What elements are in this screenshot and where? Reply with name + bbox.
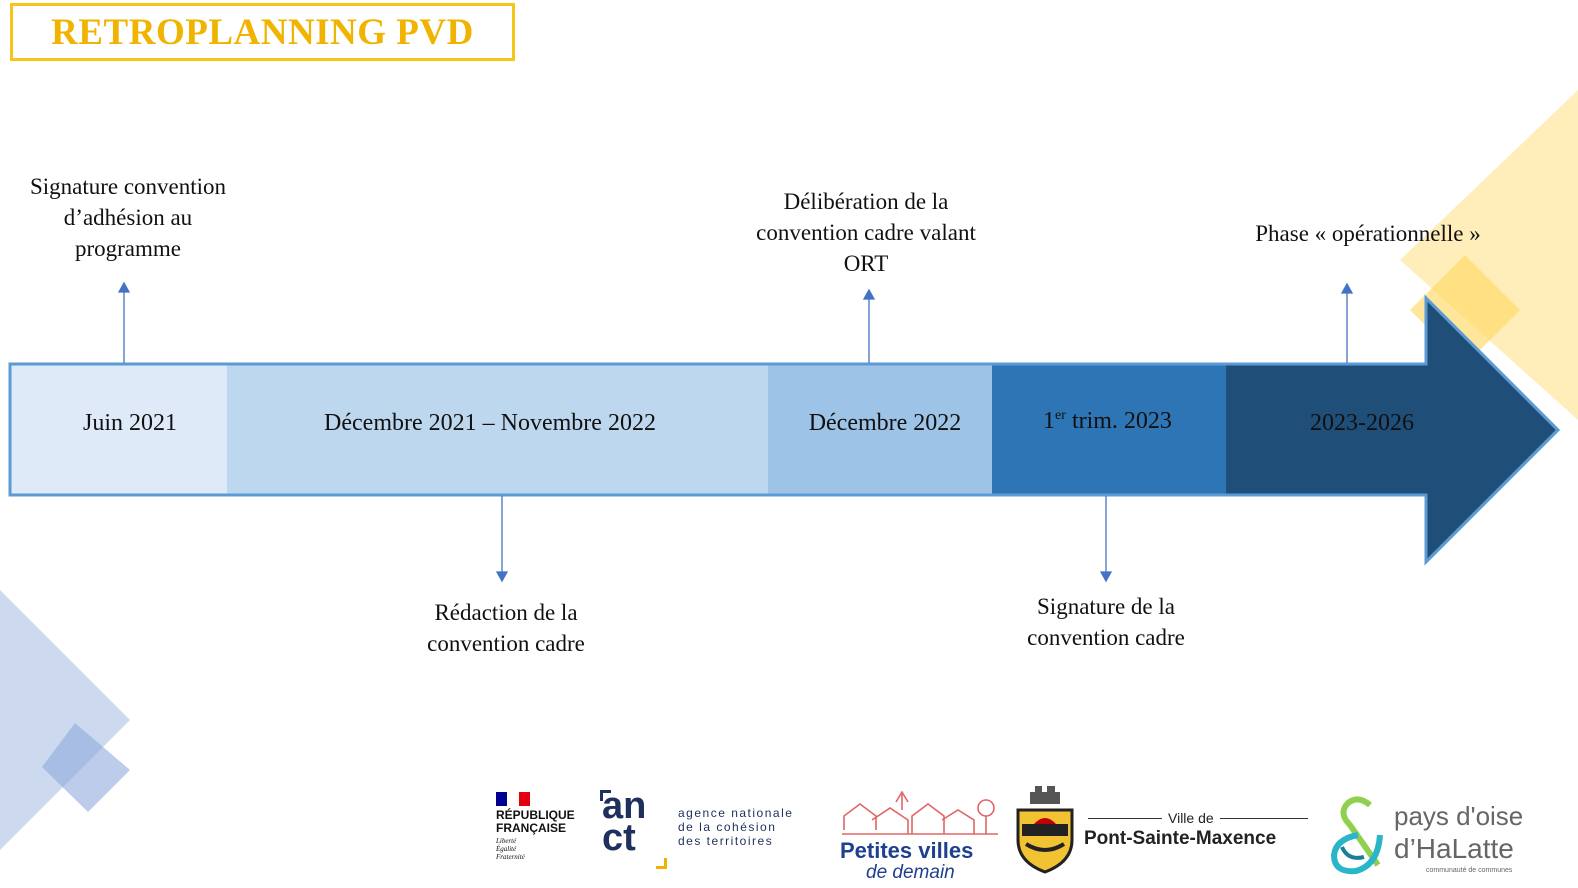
connector-up-decembre-2022 [864,290,874,363]
coat-of-arms-icon [1012,784,1078,874]
label-redaction-convention: Rédaction de la convention cadre [427,600,585,656]
logo-anct: an ct agence nationale de la cohésion des territoires [600,790,810,870]
segment-label-decembre-2021-novembre-2022: Décembre 2021 – Novembre 2022 [324,410,656,436]
label-deliberation: Délibération de la convention cadre valant ORT [756,189,976,276]
marianne-icon [496,792,530,806]
segment-label-juin-2021: Juin 2021 [82,410,177,436]
logo-republique-francaise: RÉPUBLIQUE FRANÇAISE Liberté Égalité Fraternité [496,792,586,872]
logo-pays-oise-halatte: pays d'oise d’HaLatte communauté de communes [1328,795,1573,880]
connector-down-signature [1101,496,1111,581]
connector-up-2023-2026 [1342,284,1352,363]
label-signature-convention-cadre: Signature de la convention cadre [1027,594,1185,650]
segment-label-2023-2026: 2023-2026 [1310,410,1414,436]
connector-down-redaction [497,496,507,581]
page-title: RETROPLANNING PVD [51,11,474,53]
logo-petites-villes-de-demain: Petites villes de demain [838,790,1003,886]
ampersand-icon [1328,795,1390,877]
label-signature-adhesion: Signature convention d’adhésion au programme [29,174,227,261]
segment-label-1er-trim-2023: 1er trim. 2023 [1043,408,1172,434]
logo-pont-sainte-maxence: Ville de Pont-Sainte-Maxence [1012,784,1312,880]
label-phase-operationnelle: Phase « opérationnelle » [1255,221,1481,246]
anct-corner-icon [600,790,611,801]
connector-up-juin-2021 [119,283,129,363]
village-icon [842,790,998,836]
segment-label-decembre-2022: Décembre 2022 [808,410,962,436]
